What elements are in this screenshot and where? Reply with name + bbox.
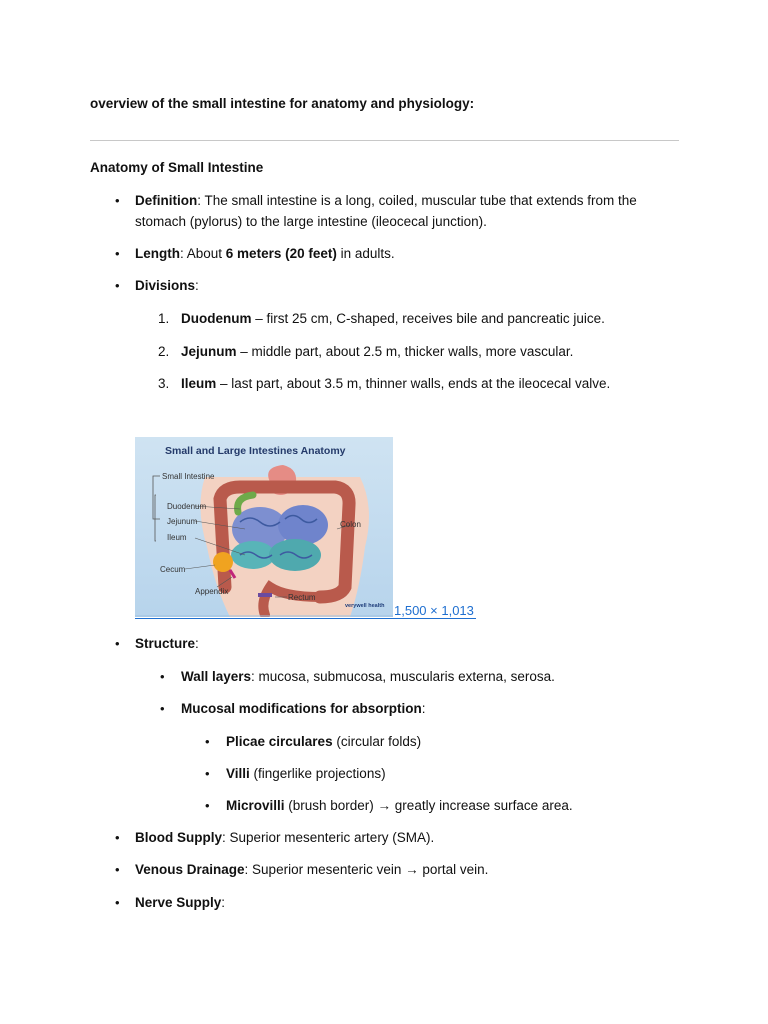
bullet-marker: • <box>115 830 120 845</box>
bullet-marker: • <box>160 669 165 684</box>
division-duodenum: Duodenum – first 25 cm, C-shaped, receives bile and pancreatic juice. <box>181 311 605 326</box>
villi-item: Villi (fingerlike projections) <box>226 766 386 781</box>
plicae-item: Plicae circulares (circular folds) <box>226 734 422 749</box>
label-duodenum: Duodenum <box>167 502 207 511</box>
definition-item: Definition: The small intestine is a long, coiled, muscular tube that extends from the <box>135 193 637 208</box>
bullet-marker: • <box>205 734 210 749</box>
microvilli-item: Microvilli (brush border) → greatly increase surface area. <box>226 798 573 813</box>
division-ileum: Ileum – last part, about 3.5 m, thinner walls, ends at the ileocecal valve. <box>181 376 611 391</box>
division-number: 2. <box>158 344 170 359</box>
label-ileum: Ileum <box>167 533 187 542</box>
bullet-marker: • <box>115 636 120 651</box>
division-jejunum: Jejunum – middle part, about 2.5 m, thicker walls, more vascular. <box>181 344 574 359</box>
label-small-intestine: Small Intestine <box>162 472 215 481</box>
label-jejunum: Jejunum <box>167 517 198 526</box>
bullet-marker: • <box>115 246 120 261</box>
wall-layers-item: Wall layers: mucosa, submucosa, muscularis externa, serosa. <box>181 669 555 684</box>
intestine-anatomy-illustration <box>135 437 393 617</box>
horizontal-rule <box>90 140 679 141</box>
length-item: Length: About 6 meters (20 feet) in adults. <box>135 246 395 261</box>
bullet-marker: • <box>115 278 120 293</box>
image-link-underline <box>135 618 476 619</box>
image-size-link[interactable]: 1,500 × 1,013 <box>394 603 474 618</box>
bullet-marker: • <box>115 193 120 208</box>
label-appendix: Appendix <box>195 587 229 596</box>
bullet-marker: • <box>115 862 120 877</box>
definition-label: Definition <box>135 193 198 208</box>
document-title: overview of the small intestine for anatomy and physiology: <box>90 96 475 111</box>
blood-supply-item: Blood Supply: Superior mesenteric artery (SMA). <box>135 830 435 845</box>
label-colon: Colon <box>340 520 361 529</box>
label-cecum: Cecum <box>160 565 186 574</box>
structure-item: Structure: <box>135 636 199 651</box>
mucosal-modifications-item: Mucosal modifications for absorption: <box>181 701 426 716</box>
section-heading: Anatomy of Small Intestine <box>90 160 264 175</box>
bullet-marker: • <box>205 766 210 781</box>
nerve-supply-item: Nerve Supply: <box>135 895 226 910</box>
venous-drainage-item: Venous Drainage: Superior mesenteric vein → portal vein. <box>135 862 489 877</box>
figure-title: Small and Large Intestines Anatomy <box>165 445 346 457</box>
division-number: 1. <box>158 311 170 326</box>
watermark-logo: verywell health <box>345 603 385 609</box>
intestine-anatomy-figure[interactable] <box>135 437 393 617</box>
definition-text: The small intestine is a long, coiled, muscular tube that extends from the <box>201 193 637 208</box>
bullet-marker: • <box>115 895 120 910</box>
division-number: 3. <box>158 376 170 391</box>
divisions-item: Divisions: <box>135 278 199 293</box>
bullet-marker: • <box>160 701 165 716</box>
definition-text-cont: stomach (pylorus) to the large intestine (ileocecal junction). <box>135 214 487 229</box>
bullet-marker: • <box>205 798 210 813</box>
label-rectum: Rectum <box>288 593 316 602</box>
